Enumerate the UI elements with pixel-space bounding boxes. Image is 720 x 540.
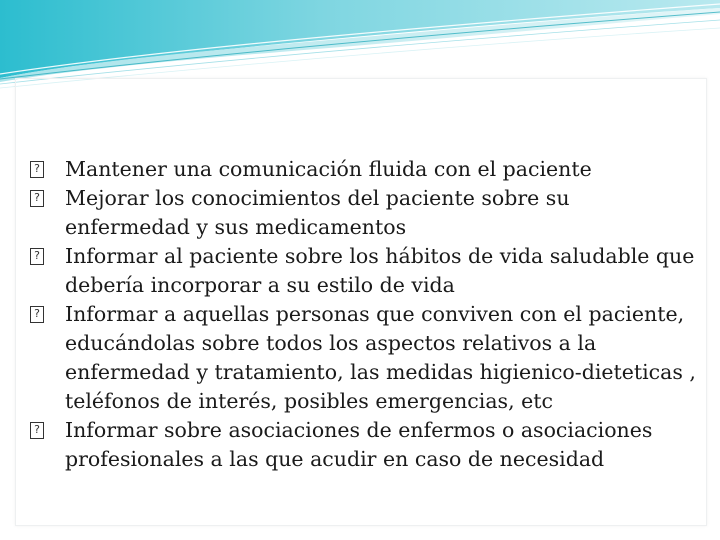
bullet-item <box>30 300 700 416</box>
missing-glyph-bullet-icon: ? <box>30 306 44 323</box>
bullet-item <box>30 416 700 474</box>
bullet-list <box>30 155 700 474</box>
missing-glyph-bullet-icon: ? <box>30 422 44 439</box>
bullet-text: Mejorar los conocimientos del paciente sobre su enfermedad y sus medicamentos <box>65 186 570 239</box>
bullet-text: Informar al paciente sobre los hábitos de vida saludable que debería incorporar a su estilo de vida <box>65 244 695 297</box>
bullet-text: Informar sobre asociaciones de enfermos o asociaciones profesionales a las que acudir en caso de necesidad <box>65 418 653 471</box>
missing-glyph-bullet-icon: ? <box>30 248 44 265</box>
bullet-item <box>30 184 700 242</box>
bullet-text: Informar a aquellas personas que conviven con el paciente, educándolas sobre todos los aspectos relativos a la enfermedad y tratamiento, las medidas higienico-dieteticas , teléfonos de interés, posibles emergencias, etc <box>65 302 696 413</box>
missing-glyph-bullet-icon: ? <box>30 161 44 178</box>
missing-glyph-bullet-icon: ? <box>30 190 44 207</box>
bullet-text: Mantener una comunicación fluida con el paciente <box>65 157 592 181</box>
bullet-item <box>30 155 700 184</box>
bullet-item <box>30 242 700 300</box>
